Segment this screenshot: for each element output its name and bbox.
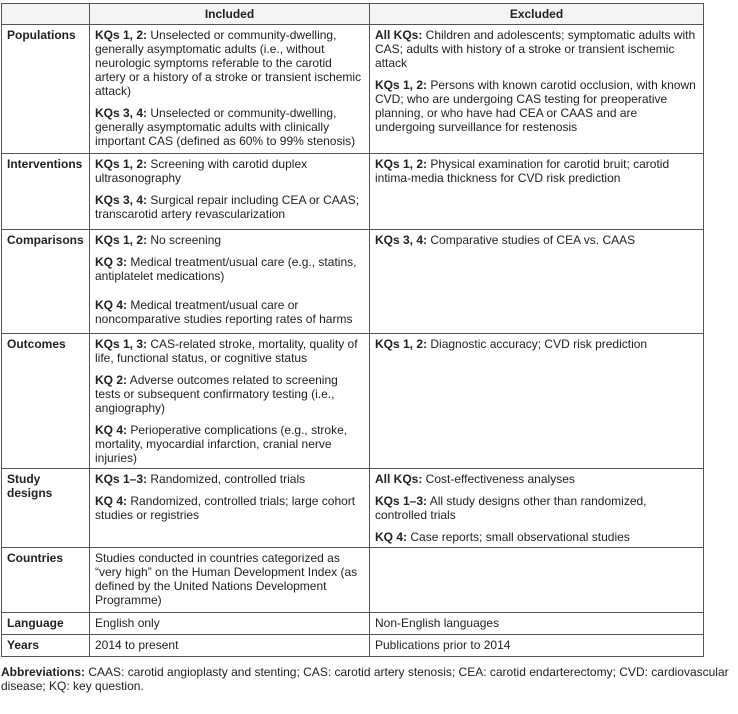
- table-row-comparisons: [2, 230, 704, 334]
- criterion-text: Medical treatment/usual care or noncomparative studies reporting rates of harms: [95, 298, 353, 326]
- row-label: Comparisons: [2, 230, 90, 334]
- excluded-cell: [370, 334, 704, 469]
- criterion-text: Surgical repair including CEA or CAAS; transcarotid artery revascularization: [95, 193, 360, 221]
- criterion-text: Diagnostic accuracy; CVD risk prediction: [427, 337, 648, 351]
- criterion-entry: [95, 337, 364, 365]
- criterion-text: No screening: [147, 233, 222, 247]
- footnote-text: CAAS: carotid angioplasty and stenting; CAS: carotid artery stenosis; CEA: carotid endarterectomy; CVD: cardiovascular disease; KQ: key question.: [1, 665, 729, 693]
- row-label: Outcomes: [2, 334, 90, 469]
- criterion-entry: [95, 28, 364, 98]
- kq-label: KQs 3, 4:: [95, 193, 148, 207]
- criterion-entry: [95, 423, 364, 465]
- excluded-cell: [370, 635, 704, 657]
- criterion-entry: [95, 551, 364, 607]
- included-cell: [90, 154, 370, 230]
- criterion-entry: [95, 157, 364, 185]
- kq-label: KQ 2:: [95, 373, 128, 387]
- header-blank: [2, 4, 90, 25]
- kq-label: KQs 1, 2:: [95, 233, 148, 247]
- kq-label: KQs 1, 3:: [95, 337, 148, 351]
- row-label: Countries: [2, 548, 90, 613]
- included-cell: [90, 635, 370, 657]
- included-cell: [90, 613, 370, 635]
- included-cell: [90, 469, 370, 548]
- criterion-text: Studies conducted in countries categorized as “very high” on the Human Development Index (as defined by the United Nations Development Programme): [95, 551, 358, 607]
- included-cell: [90, 548, 370, 613]
- criterion-entry: [95, 193, 364, 221]
- header-excluded: Excluded: [370, 4, 704, 25]
- criterion-entry: [375, 530, 698, 544]
- criterion-text: Randomized, controlled trials: [147, 472, 306, 486]
- kq-label: KQ 4:: [375, 530, 408, 544]
- row-label: Language: [2, 613, 90, 635]
- kq-label: KQs 3, 4:: [95, 106, 148, 120]
- row-label: Populations: [2, 25, 90, 154]
- criterion-entry: [95, 255, 364, 283]
- criterion-text: English only: [95, 616, 160, 630]
- table-row-populations: [2, 25, 704, 154]
- criterion-text: All study designs other than randomized, controlled trials: [375, 494, 647, 522]
- criterion-entry: [95, 373, 364, 415]
- criterion-text: Persons with known carotid occlusion, with known CVD; who are undergoing CAS testing for preoperative planning, or who have had CEA or CAAS and are undergoing surveillance for restenosis: [375, 78, 696, 134]
- header-included: Included: [90, 4, 370, 25]
- table-row-years: [2, 635, 704, 657]
- kq-label: KQs 1–3:: [375, 494, 428, 508]
- criterion-entry: [375, 494, 698, 522]
- criterion-entry: [95, 298, 364, 326]
- criterion-entry: [375, 233, 698, 247]
- table-row-interventions: [2, 154, 704, 230]
- criterion-entry: [375, 472, 698, 486]
- kq-label: KQs 3, 4:: [375, 233, 428, 247]
- criterion-text: CAS-related stroke, mortality, quality of life, functional status, or cognitive status: [95, 337, 358, 365]
- kq-label: KQs 1, 2:: [95, 28, 148, 42]
- criterion-text: Physical examination for carotid bruit; carotid intima-media thickness for CVD risk prediction: [375, 157, 670, 185]
- kq-label: All KQs:: [375, 472, 423, 486]
- pico-table: [1, 3, 704, 657]
- header-row: [2, 4, 704, 25]
- row-label: Study designs: [2, 469, 90, 548]
- criterion-entry: [95, 472, 364, 486]
- criterion-entry: [95, 106, 364, 148]
- criterion-text: Adverse outcomes related to screening tests or subsequent confirmatory testing (i.e., angiography): [95, 373, 338, 415]
- criterion-text: Unselected or community-dwelling, generally asymptomatic adults with clinically important CAS (defined as 60% to 99% stenosis): [95, 106, 356, 148]
- criterion-text: Publications prior to 2014: [375, 638, 511, 652]
- table-row-language: [2, 613, 704, 635]
- criterion-entry: [95, 233, 364, 247]
- criterion-entry: [375, 337, 698, 351]
- criterion-entry: [375, 78, 698, 134]
- criterion-entry: [375, 157, 698, 185]
- kq-label: KQ 3:: [95, 255, 128, 269]
- kq-label: KQs 1, 2:: [375, 337, 428, 351]
- kq-label: KQ 4:: [95, 298, 128, 312]
- criterion-text: Medical treatment/usual care (e.g., statins, antiplatelet medications): [95, 255, 357, 283]
- row-label: Years: [2, 635, 90, 657]
- table-row-outcomes: [2, 334, 704, 469]
- criterion-text: Non-English languages: [375, 616, 500, 630]
- excluded-cell: [370, 25, 704, 154]
- criterion-entry: [95, 494, 364, 522]
- kq-label: KQ 4:: [95, 494, 128, 508]
- criterion-text: Randomized, controlled trials; large cohort studies or registries: [95, 494, 356, 522]
- excluded-cell: [370, 154, 704, 230]
- excluded-cell: [370, 613, 704, 635]
- included-cell: [90, 230, 370, 334]
- row-label: Interventions: [2, 154, 90, 230]
- kq-label: All KQs:: [375, 28, 423, 42]
- excluded-cell: [370, 230, 704, 334]
- kq-label: KQs 1, 2:: [95, 157, 148, 171]
- abbreviations-footnote: [1, 665, 737, 693]
- criterion-entry: [375, 28, 698, 70]
- kq-label: KQs 1, 2:: [375, 157, 428, 171]
- included-cell: [90, 334, 370, 469]
- excluded-cell: [370, 548, 704, 613]
- table-row-countries: [2, 548, 704, 613]
- criterion-text: Comparative studies of CEA vs. CAAS: [427, 233, 636, 247]
- footnote-label: Abbreviations:: [1, 665, 86, 679]
- criterion-text: Screening with carotid duplex ultrasonography: [95, 157, 308, 185]
- criterion-text: Perioperative complications (e.g., stroke, mortality, myocardial infarction, cranial nerve injuries): [95, 423, 348, 465]
- included-cell: [90, 25, 370, 154]
- criterion-text: Children and adolescents; symptomatic adults with CAS; adults with history of a stroke or transient ischemic attack: [375, 28, 696, 70]
- kq-label: KQ 4:: [95, 423, 128, 437]
- criterion-text: Unselected or community-dwelling, generally asymptomatic adults (i.e., without neurologic symptoms referable to the carotid artery or a history of a stroke or transient ischemic attack): [95, 28, 362, 98]
- criterion-text: Case reports; small observational studies: [407, 530, 630, 544]
- criterion-text: Cost-effectiveness analyses: [422, 472, 575, 486]
- table-row-study-designs: [2, 469, 704, 548]
- kq-label: KQs 1–3:: [95, 472, 148, 486]
- excluded-cell: [370, 469, 704, 548]
- criterion-text: 2014 to present: [95, 638, 179, 652]
- kq-label: KQs 1, 2:: [375, 78, 428, 92]
